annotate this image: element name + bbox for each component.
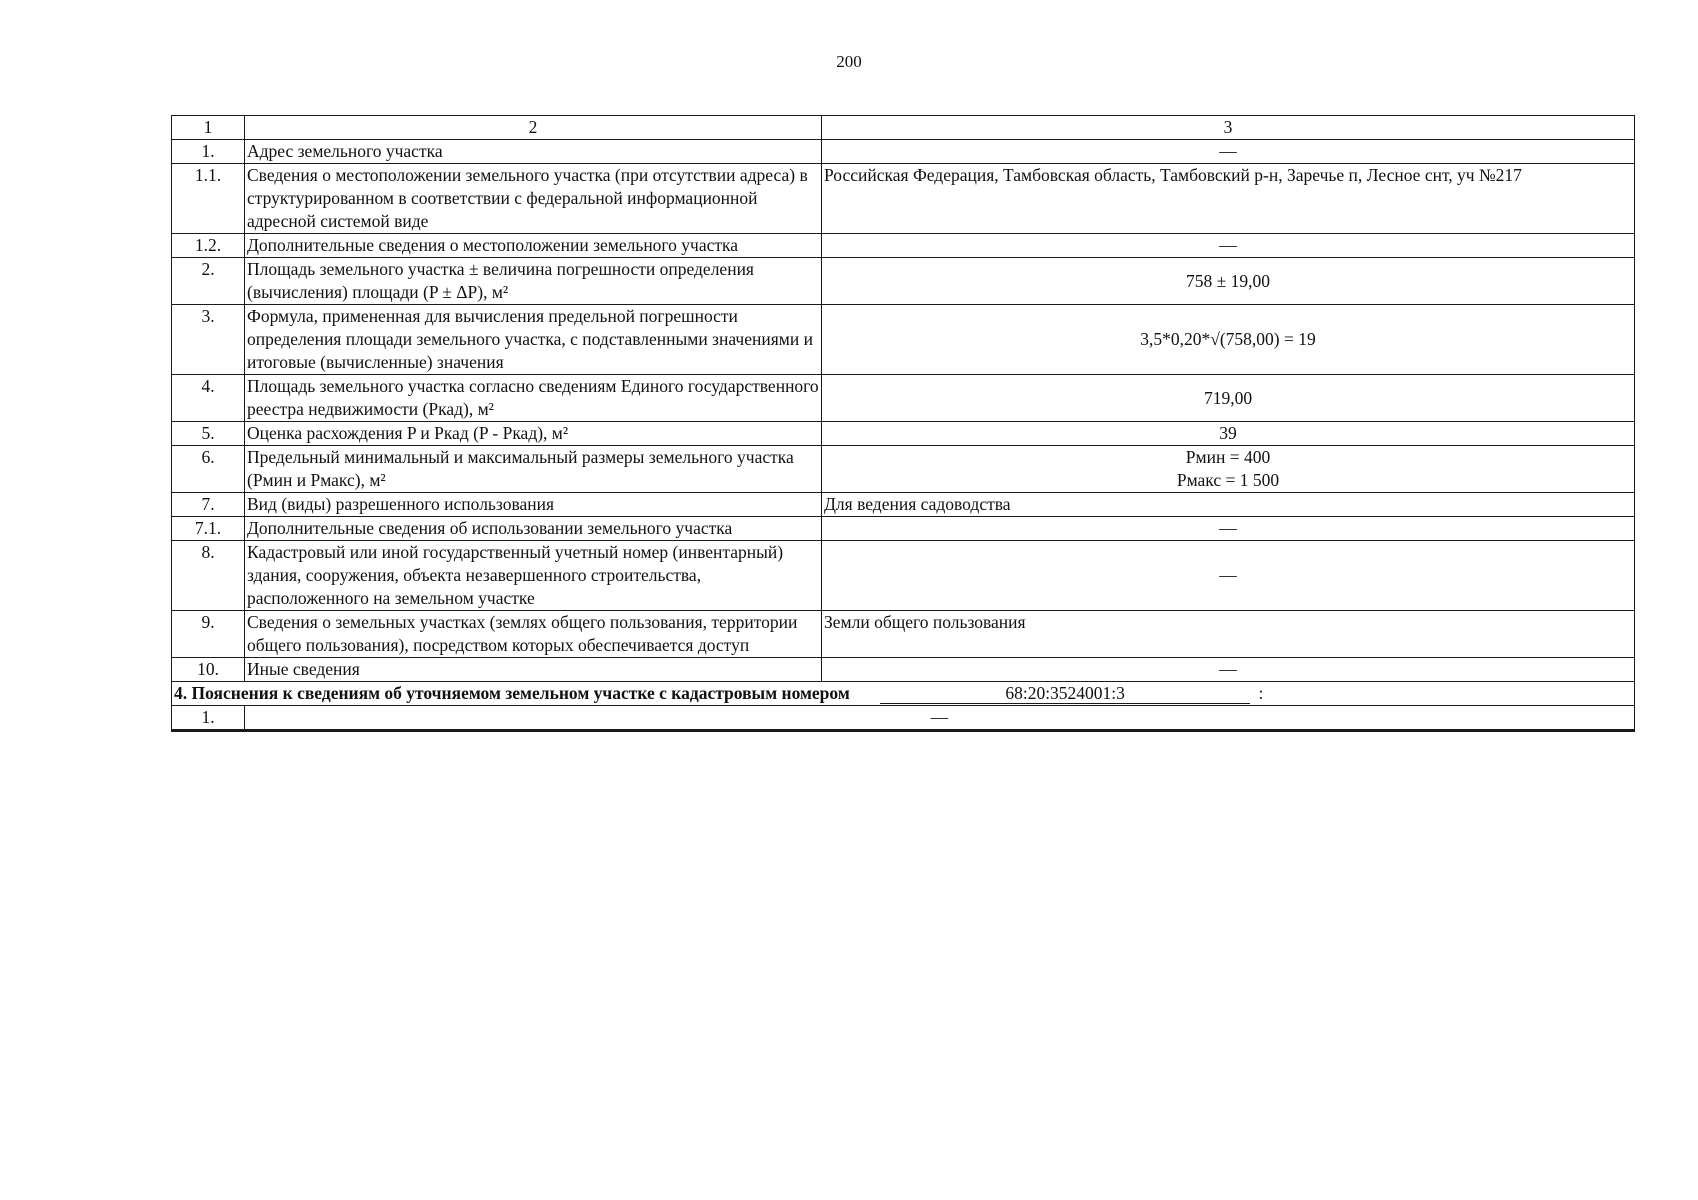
table-row: [172, 658, 1635, 682]
row-number: 6.: [172, 446, 245, 493]
min-size-value: Pмин = 400: [1185, 447, 1271, 467]
table-row: [172, 611, 1635, 658]
row-value: [822, 446, 1635, 493]
row-label: Сведения о земельных участках (землях общего пользования, территории общего пользования), посредством которых обеспечивается доступ: [245, 611, 822, 658]
row-label: Дополнительные сведения об использовании земельного участка: [245, 517, 822, 541]
row-label: Дополнительные сведения о местоположении земельного участка: [245, 234, 822, 258]
row-label: Адрес земельного участка: [245, 140, 822, 164]
row-value: —: [822, 517, 1635, 541]
row-value: —: [822, 541, 1635, 611]
row-value: 3,5*0,20*√(758,00) = 19: [822, 305, 1635, 375]
row-number: 9.: [172, 611, 245, 658]
row-label: Площадь земельного участка ± величина погрешности определения (вычисления) площади (P ± ΔP), м²: [245, 258, 822, 305]
header-col-1: 1: [172, 116, 245, 140]
row-value: —: [822, 658, 1635, 682]
row-number: 5.: [172, 422, 245, 446]
section-4-header: [172, 682, 1635, 706]
row-number: 10.: [172, 658, 245, 682]
cadastral-number: 68:20:3524001:3: [880, 684, 1250, 704]
row-value: 39: [822, 422, 1635, 446]
row-value: Российская Федерация, Тамбовская область, Тамбовский р-н, Заречье п, Лесное снт, уч №217: [822, 164, 1635, 234]
header-col-2: 2: [245, 116, 822, 140]
table-row: [172, 422, 1635, 446]
row-value: —: [822, 234, 1635, 258]
row-number: 7.: [172, 493, 245, 517]
table-row: [172, 164, 1635, 234]
row-number: 1.1.: [172, 164, 245, 234]
row-number: 8.: [172, 541, 245, 611]
section-4-title: 4. Пояснения к сведениям об уточняемом земельном участке с кадастровым номером: [174, 683, 850, 703]
row-value: 719,00: [822, 375, 1635, 422]
row-number: 4.: [172, 375, 245, 422]
page-number: 200: [836, 52, 862, 71]
table-row: [172, 140, 1635, 164]
table-row: [172, 375, 1635, 422]
table-row: [172, 541, 1635, 611]
table-row: [172, 493, 1635, 517]
row-value: —: [245, 706, 1635, 731]
row-number: 1.: [172, 140, 245, 164]
table-row: [172, 258, 1635, 305]
table-row: [172, 517, 1635, 541]
row-value: —: [822, 140, 1635, 164]
row-number: 1.2.: [172, 234, 245, 258]
row-number: 7.1.: [172, 517, 245, 541]
row-label: Оценка расхождения P и Pкад (P - Pкад), м²: [245, 422, 822, 446]
table-header-row: [172, 116, 1635, 140]
row-value: 758 ± 19,00: [822, 258, 1635, 305]
max-size-value: Pмакс = 1 500: [1176, 470, 1280, 490]
row-number: 2.: [172, 258, 245, 305]
table-row: [172, 305, 1635, 375]
row-value: Для ведения садоводства: [822, 493, 1635, 517]
section-4-row: [172, 706, 1635, 731]
row-label: Предельный минимальный и максимальный размеры земельного участка (Pмин и Pмакс), м²: [245, 446, 822, 493]
land-plot-info-table: [171, 115, 1635, 732]
row-value: Земли общего пользования: [822, 611, 1635, 658]
row-label: Площадь земельного участка согласно сведениям Единого государственного реестра недвижимости (Pкад), м²: [245, 375, 822, 422]
row-label: Сведения о местоположении земельного участка (при отсутствии адреса) в структурированном в соответствии с федеральной информационной адресной системой виде: [245, 164, 822, 234]
header-col-3: 3: [822, 116, 1635, 140]
row-label: Кадастровый или иной государственный учетный номер (инвентарный) здания, сооружения, объекта незавершенного строительства, расположенного на земельном участке: [245, 541, 822, 611]
section-4-colon: :: [1258, 683, 1264, 703]
row-number: 3.: [172, 305, 245, 375]
row-number: 1.: [172, 706, 245, 731]
row-label: Иные сведения: [245, 658, 822, 682]
table-row: [172, 234, 1635, 258]
table-row: [172, 446, 1635, 493]
section-4-header-row: [172, 682, 1635, 706]
row-label: Вид (виды) разрешенного использования: [245, 493, 822, 517]
row-label: Формула, примененная для вычисления предельной погрешности определения площади земельного участка, с подставленными значениями и итоговые (вычисленные) значения: [245, 305, 822, 375]
